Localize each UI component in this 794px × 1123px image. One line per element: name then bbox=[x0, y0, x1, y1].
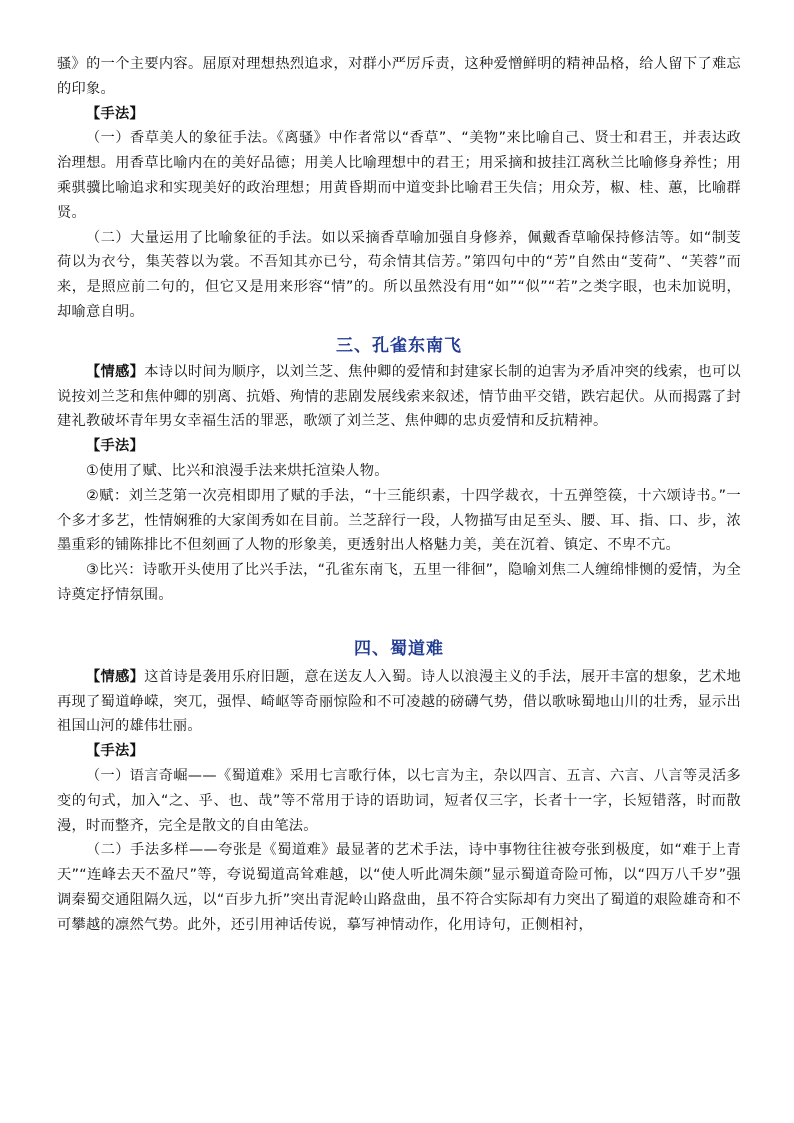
document-page bbox=[57, 52, 741, 938]
paragraph-kongque-emotion bbox=[57, 360, 741, 434]
paragraph-kongque-item-2: ②赋：刘兰芝第一次亮相即用了赋的手法，“十三能织素，十四学裁衣，十五弹箜篌，十六颂诗书。”一个多才多艺，性情娴雅的大家闺秀如在目前。兰芝辞行一段，人物描写由足至头、腰、耳、指、口、步，浓墨重彩的铺陈排比不但刻画了人物的形象美，更透射出人格魅力美，美在沉着、镇定、不卑不亢。 bbox=[57, 487, 741, 554]
paragraph-kongque-item-1: ①使用了赋、比兴和浪漫手法来烘托渲染人物。 bbox=[86, 462, 389, 479]
paragraph-lisao-technique-2: （二）大量运用了比喻象征的手法。如以采摘香草喻加强自身修养，佩戴香草喻保持修洁等。如“制芰荷以为衣兮，集芙蓉以为裳。不吾知其亦已兮，苟余情其信芳。”第四句中的“芳”自然由“芰荷”、“芙蓉”而来，是照应前二句的，但它又是用来形容“情”的。所以虽然没有用“如”“似”“若”之类字眼，也未加说明，却喻意自明。 bbox=[57, 229, 741, 320]
emotion-label: 【情感】 bbox=[86, 363, 145, 380]
paragraph-shudaonan-technique-1: （一）语言奇崛——《蜀道难》采用七言歌行体，以七言为主，杂以四言、五言、六言、八言等灵活多变的句式，加入“之、乎、也、哉”等不常用于诗的语助词，短者仅三字，长者十一字，长短错落，时而散漫，时而整齐，完全是散文的自由笔法。 bbox=[57, 767, 741, 834]
emotion-text: 这首诗是袭用乐府旧题，意在送友人入蜀。诗人以浪漫主义的手法，展开丰富的想象，艺术地再现了蜀道峥嵘，突兀，强悍、崎岖等奇丽惊险和不可凌越的磅礴气势，借以歌咏蜀地山川的壮秀，显示出祖国山河的雄伟壮丽。 bbox=[57, 668, 741, 735]
paragraph-kongque-item-3: ③比兴：诗歌开头使用了比兴手法，“孔雀东南飞，五里一徘徊”，隐喻刘焦二人缠绵悱恻的爱情，为全诗奠定抒情氛围。 bbox=[57, 562, 741, 603]
technique-label: 【手法】 bbox=[86, 743, 144, 760]
paragraph-lisao-summary: 骚》的一个主要内容。屈原对理想热烈追求，对群小严厉斥责，这种爱憎鲜明的精神品格，给人留下了难忘的印象。 bbox=[57, 56, 741, 97]
emotion-text: 本诗以时间为顺序，以刘兰芝、焦仲卿的爱情和封建家长制的迫害为矛盾冲突的线索，也可以说按刘兰芝和焦仲卿的别离、抗婚、殉情的悲剧发展线索来叙述，情节曲平交错，跌宕起伏。从而揭露了封建礼教破坏青年男女幸福生活的罪恶，歌颂了刘兰芝、焦仲卿的忠贞爱情和反抗精神。 bbox=[57, 363, 741, 430]
paragraph-shudaonan-emotion bbox=[57, 665, 741, 739]
emotion-label: 【情感】 bbox=[86, 668, 145, 685]
paragraph-lisao-technique-1: （一）香草美人的象征手法。《离骚》中作者常以“香草”、“美物”来比喻自己、贤士和君王，并表达政治理想。用香草比喻内在的美好品德；用美人比喻理想中的君王；用采摘和披挂江离秋兰比喻修身养性；用乘骐骥比喻追求和实现美好的政治理想；用黄昏期而中道变卦比喻君王失信；用众芳，椒、桂、蕙，比喻群贤。 bbox=[57, 130, 741, 221]
section-heading-kongque: 三、孔雀东南飞 bbox=[336, 335, 462, 356]
paragraph-shudaonan-technique-2: （二）手法多样——夸张是《蜀道难》最显著的艺术手法，诗中事物往往被夸张到极度，如“难于上青天”“连峰去天不盈尺”等，夸说蜀道高耸难越，以“使人听此凋朱颜”显示蜀道奇险可怖，以“四万八千岁”强调秦蜀交通阻隔久远，以“百步九折”突出青泥岭山路盘曲，虽不符合实际却有力突出了蜀道的艰险雄奇和不可攀越的凛然气势。此外，还引用神话传说，摹写神情动作，化用诗句，正侧相衬， bbox=[57, 842, 741, 933]
technique-label: 【手法】 bbox=[86, 105, 144, 122]
technique-label: 【手法】 bbox=[86, 438, 144, 455]
section-heading-shudaonan: 四、蜀道难 bbox=[354, 638, 444, 659]
